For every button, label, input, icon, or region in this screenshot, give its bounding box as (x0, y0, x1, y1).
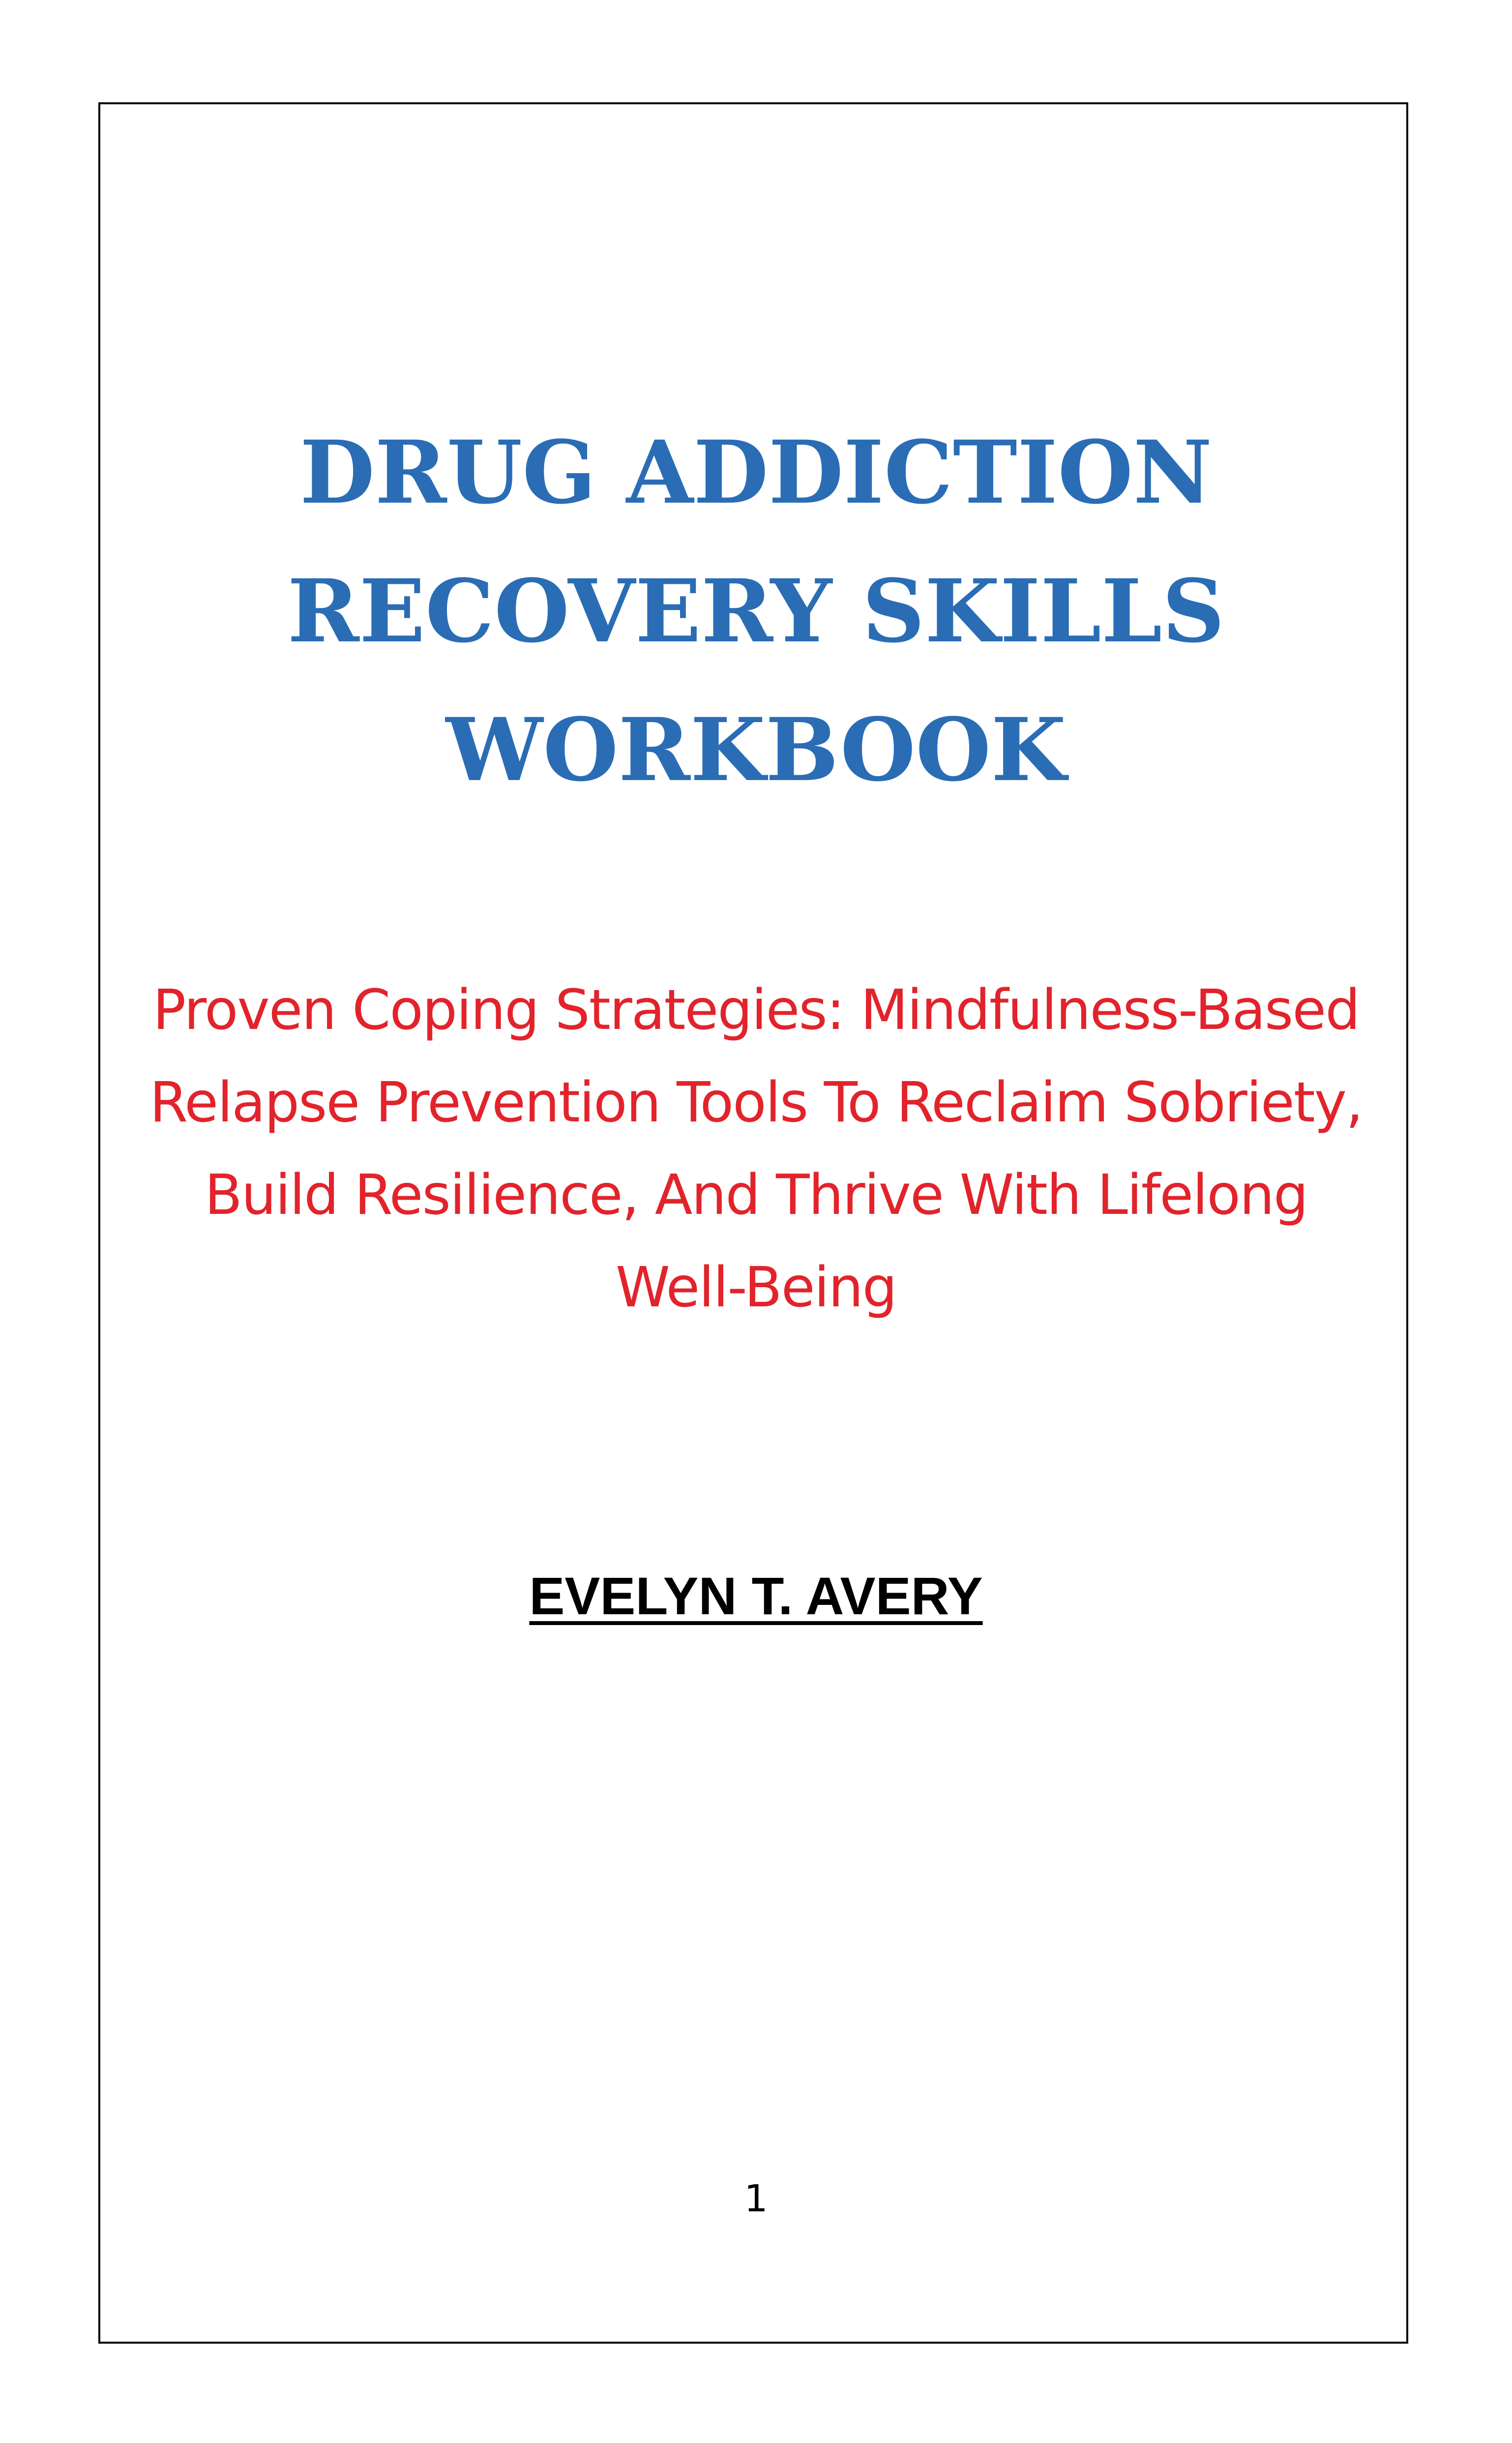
subtitle-line-1: Proven Coping Strategies: Mindfulness-Based (152, 978, 1360, 1042)
author-name: EVELYN T. AVERY (529, 1566, 983, 1626)
title-line-3: WORKBOOK (445, 699, 1067, 801)
subtitle-line-2: Relapse Prevention Tools To Reclaim Sobriety, (149, 1071, 1363, 1135)
book-subtitle (0, 964, 1512, 1334)
subtitle-line-4: Well-Being (616, 1256, 896, 1320)
title-line-1: DRUG ADDICTION (299, 422, 1213, 523)
book-title (0, 403, 1512, 819)
title-line-2: RECOVERY SKILLS (287, 560, 1225, 662)
subtitle-line-3: Build Resilience, And Thrive With Lifelong (205, 1163, 1307, 1227)
page-number: 1 (744, 2176, 768, 2220)
author-block (0, 1564, 1512, 1628)
